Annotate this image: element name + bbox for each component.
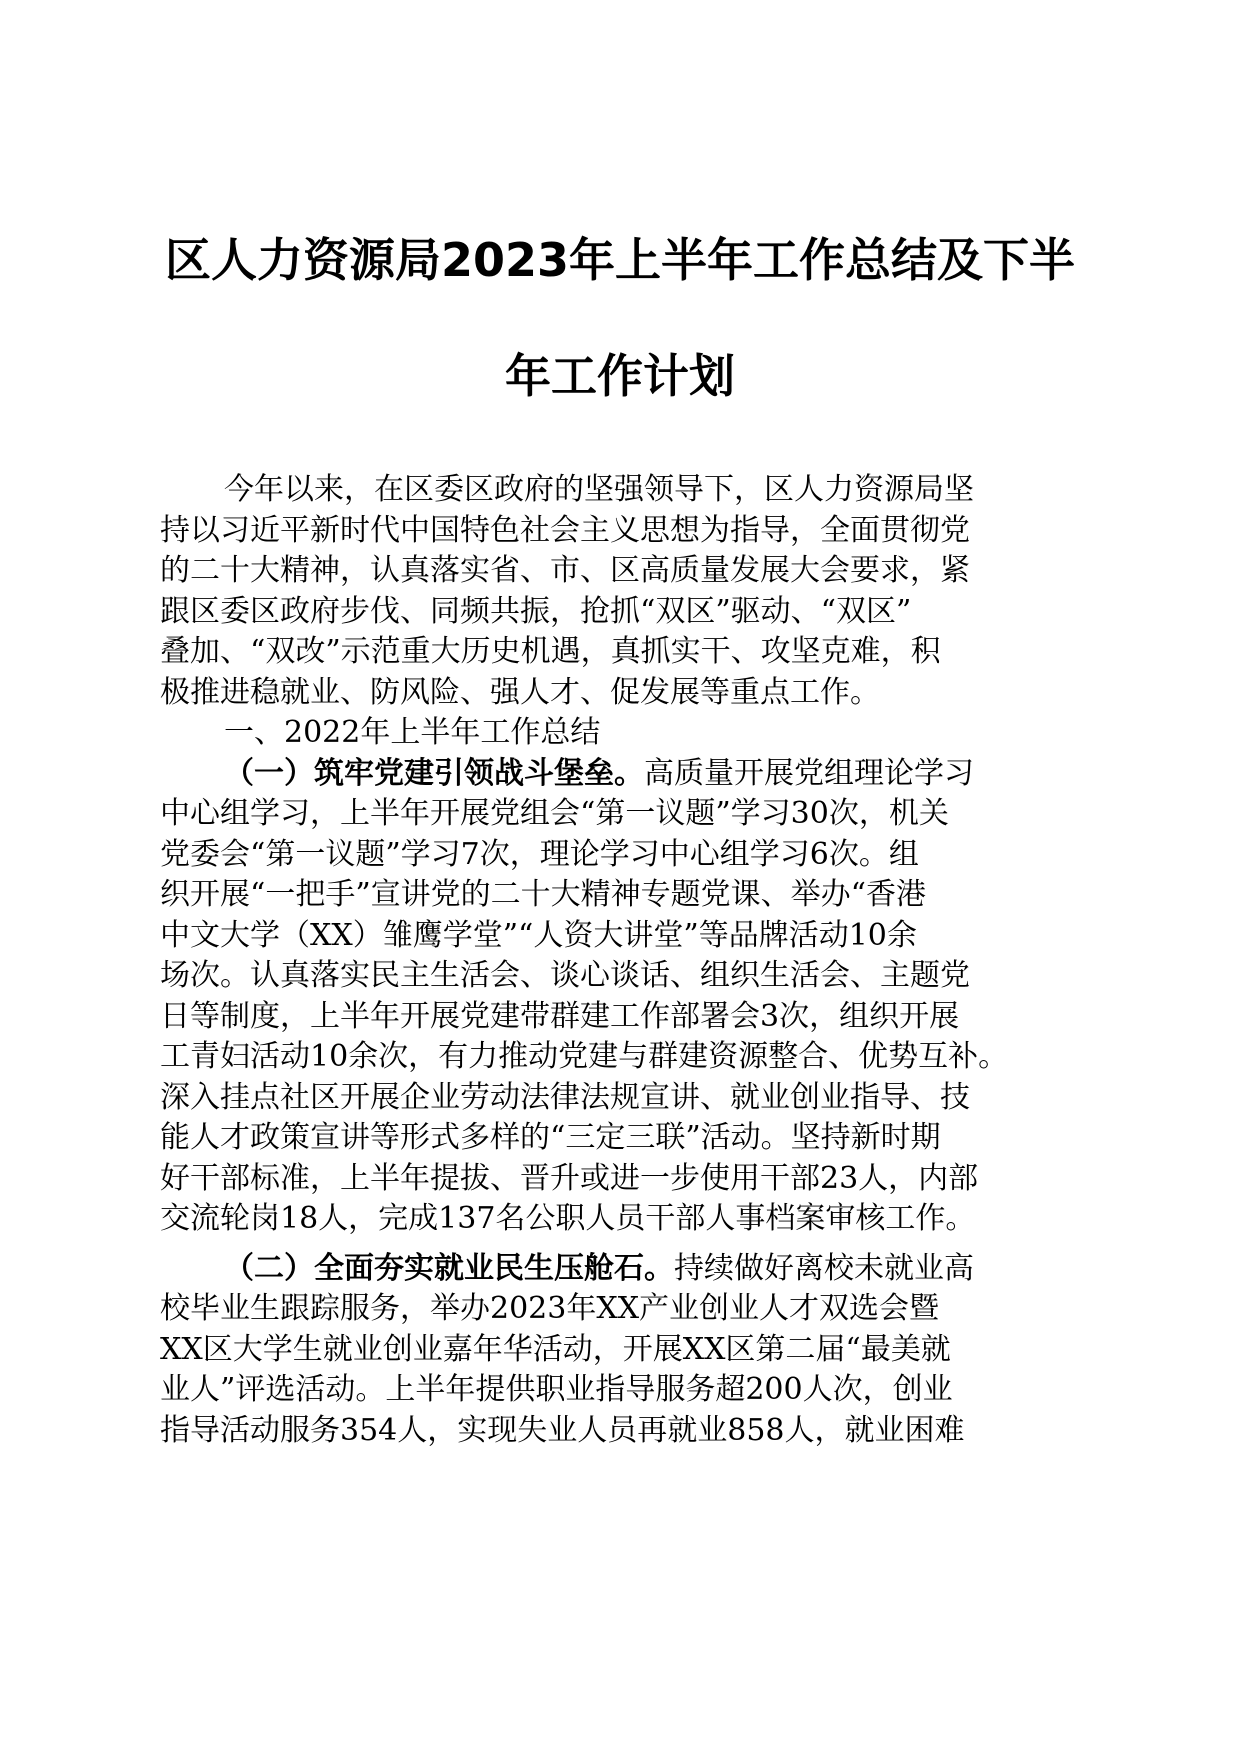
subsection-line: 党委会“第一议题”学习7次，理论学习中心组学习6次。组 — [160, 836, 919, 872]
subsection-line: 日等制度，上半年开展党建带群建工作部署会3次，组织开展 — [160, 998, 960, 1034]
subsection-line: 中心组学习，上半年开展党组会“第一议题”学习30次，机关 — [160, 796, 949, 831]
intro-line: 跟区委区政府步伐、同频共振，抢抓“双区”驱动、“双区” — [160, 593, 912, 629]
subsection-line: 校毕业生跟踪服务，举办2023年XX产业创业人才双选会暨 — [160, 1291, 940, 1326]
document-title-line-1: 区人力资源局2023年上半年工作总结及下半 — [164, 233, 1076, 287]
subsection-line: 织开展“一把手”宣讲党的二十大精神专题党课、举办“香港 — [160, 877, 927, 912]
subsection-line: 指导活动服务354人，实现失业人员再就业858人，就业困难 — [160, 1412, 965, 1448]
subsection-first-line — [160, 1249, 1080, 1290]
subsection-line: 深入挂点社区开展企业劳动法律法规宣讲、就业创业指导、技 — [160, 1079, 970, 1115]
subsection-line: 场次。认真落实民主生活会、谈心谈话、组织生活会、主题党 — [160, 958, 970, 993]
subsection-line: 能人才政策宣讲等形式多样的“三定三联”活动。坚持新时期 — [160, 1120, 941, 1155]
subsection-bold-lead: （二）全面夯实就业民生压舱石。 — [224, 1250, 674, 1286]
subsection-first-line — [160, 754, 1080, 795]
section-heading: 一、2022年上半年工作总结 — [224, 715, 601, 750]
intro-line: 的二十大精神，认真落实省、市、区高质量发展大会要求，紧 — [160, 553, 970, 588]
subsection-line: 业人”评选活动。上半年提供职业指导服务超200人次，创业 — [160, 1372, 953, 1407]
subsection-line: 好干部标准，上半年提拔、晋升或进一步使用干部23人，内部 — [160, 1160, 979, 1196]
subsection-line: 交流轮岗18人，完成137名公职人员干部人事档案审核工作。 — [160, 1201, 976, 1236]
subsection-bold-lead: （一）筑牢党建引领战斗堡垒。 — [224, 755, 644, 791]
subsection-line: XX区大学生就业创业嘉年华活动，开展XX区第二届“最美就 — [160, 1331, 951, 1367]
intro-line: 极推进稳就业、防风险、强人才、促发展等重点工作。 — [160, 674, 880, 710]
intro-line: 持以习近平新时代中国特色社会主义思想为指导，全面贯彻党 — [160, 512, 970, 548]
subsection-line: 中文大学（XX）雏鹰学堂”“人资大讲堂”等品牌活动10余 — [160, 917, 917, 953]
intro-paragraph — [160, 470, 1080, 713]
subsection-party-building — [160, 754, 1080, 1240]
intro-line: 叠加、“双改”示范重大历史机遇，真抓实干、攻坚克难，积 — [160, 634, 941, 669]
subsection-first-line-rest: 高质量开展党组理论学习 — [644, 755, 974, 791]
intro-line: 今年以来，在区委区政府的坚强领导下，区人力资源局坚 — [224, 472, 974, 507]
document-body — [160, 470, 1080, 1451]
document-title-line-2: 年工作计划 — [505, 349, 735, 403]
subsection-line: 工青妇活动10余次，有力推动党建与群建资源整合、优势互补。 — [160, 1039, 1009, 1074]
subsection-employment — [160, 1249, 1080, 1452]
subsection-first-line-rest: 持续做好离校未就业高 — [674, 1250, 974, 1286]
